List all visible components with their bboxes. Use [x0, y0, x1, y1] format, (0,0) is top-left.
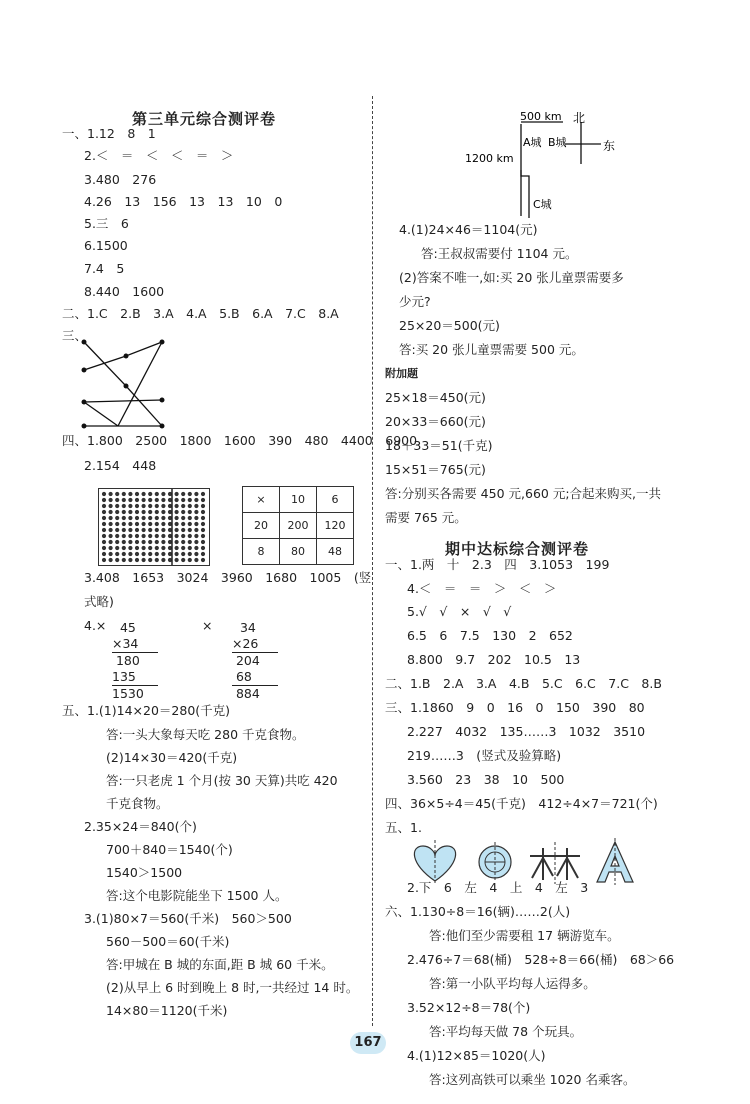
- answer-line: 答:平均每天做 78 个玩具。: [429, 1024, 583, 1039]
- grid-dot: [188, 516, 192, 520]
- multiplication-row: 34: [232, 620, 256, 635]
- grid-dot: [109, 522, 113, 526]
- grid-dot: [175, 558, 179, 562]
- grid-dot: [109, 558, 113, 562]
- grid-dot: [194, 534, 198, 538]
- grid-dot: [102, 492, 106, 496]
- table-cell: 20: [243, 513, 280, 539]
- answer-line: 14×80＝1120(千米): [106, 1003, 228, 1018]
- answer-line: 8.440 1600: [84, 284, 165, 299]
- circle-figure: [479, 842, 511, 882]
- grid-dot: [109, 498, 113, 502]
- grid-dot: [161, 552, 165, 556]
- multiplication-row: ×26: [232, 636, 278, 653]
- grid-dot: [161, 510, 165, 514]
- grid-dot: [201, 528, 205, 532]
- grid-dot: [201, 540, 205, 544]
- grid-dot: [102, 558, 106, 562]
- grid-dot: [201, 498, 205, 502]
- grid-dot: [115, 540, 119, 544]
- left-section-title: 第三单元综合测评卷: [132, 110, 277, 128]
- grid-dot: [128, 558, 132, 562]
- grid-dot: [155, 540, 159, 544]
- answer-line: 四、36×5÷4＝45(千克) 412÷4×7＝721(个): [385, 796, 658, 811]
- grid-dot: [115, 498, 119, 502]
- grid-dot: [109, 492, 113, 496]
- grid-dot: [115, 546, 119, 550]
- grid-dot: [175, 534, 179, 538]
- vertical-multiplication-a: [112, 620, 158, 702]
- grid-dot: [142, 558, 146, 562]
- grid-dot: [128, 552, 132, 556]
- answer-line: 需要 765 元。: [385, 510, 467, 525]
- answer-line: 3.560 23 38 10 500: [407, 772, 565, 787]
- grid-dot: [194, 522, 198, 526]
- grid-dot: [122, 552, 126, 556]
- answer-line: 2.476÷7＝68(桶) 528÷8＝66(桶) 68＞66: [407, 952, 675, 967]
- grid-dot: [194, 498, 198, 502]
- grid-dot: [135, 504, 139, 508]
- grid-dot: [194, 540, 198, 544]
- grid-dot: [161, 540, 165, 544]
- grid-dot: [155, 516, 159, 520]
- grid-dot: [175, 540, 179, 544]
- grid-dot: [115, 528, 119, 532]
- grid-dot: [148, 546, 152, 550]
- grid-dot: [128, 546, 132, 550]
- grid-dot: [175, 528, 179, 532]
- letter-a-figure: [597, 838, 633, 885]
- answer-line: 4.26 13 156 13 13 10 0: [84, 194, 283, 209]
- grid-dot: [135, 546, 139, 550]
- answer-line: 3.480 276: [84, 172, 157, 187]
- grid-dot: [155, 552, 159, 556]
- grid-dot: [161, 528, 165, 532]
- grid-dot: [175, 492, 179, 496]
- symmetric-figures: [405, 836, 645, 886]
- answer-line: 4.(1)24×46＝1104(元): [399, 222, 538, 237]
- answer-line: (2)答案不唯一,如:买 20 张儿童票需要多: [399, 270, 624, 285]
- grid-dot: [135, 540, 139, 544]
- table-cell: 10: [280, 487, 317, 513]
- grid-dot: [102, 510, 106, 514]
- grid-dot: [201, 522, 205, 526]
- answer-line: 7.4 5: [84, 261, 125, 276]
- grid-dot: [102, 534, 106, 538]
- answer-line: 五、1.: [385, 820, 422, 835]
- grid-dot: [148, 528, 152, 532]
- answer-line: 答:一只老虎 1 个月(按 30 天算)共吃 420: [106, 773, 338, 788]
- answer-line: 五、1.(1)14×20＝280(千克): [62, 703, 231, 718]
- table-cell: 80: [280, 539, 317, 565]
- grid-dot: [188, 534, 192, 538]
- answer-line: 一、1.两 十 2.3 四 3.1053 199: [385, 557, 610, 572]
- grid-dot: [135, 516, 139, 520]
- grid-dot: [175, 546, 179, 550]
- grid-dot: [142, 516, 146, 520]
- answer-line: 6.1500: [84, 238, 128, 253]
- answer-line: 2.＜ ＝ ＜ ＜ ＝ ＞: [84, 148, 234, 163]
- grid-dot: [142, 546, 146, 550]
- answer-line: 千克食物。: [106, 796, 169, 811]
- grid-dot: [128, 528, 132, 532]
- answer-line: (2)14×30＝420(千克): [106, 750, 238, 765]
- grid-dot: [161, 558, 165, 562]
- grid-dot: [161, 498, 165, 502]
- grid-dot: [128, 516, 132, 520]
- answer-line: 1540＞1500: [106, 865, 183, 880]
- grid-dot: [181, 534, 185, 538]
- answer-line: 六、1.130÷8＝16(辆)……2(人): [385, 904, 571, 919]
- grid-dot: [161, 546, 165, 550]
- answer-line: 20×33＝660(元): [385, 414, 486, 429]
- answer-line: 答:他们至少需要租 17 辆游览车。: [429, 928, 620, 943]
- grid-dot: [161, 534, 165, 538]
- grid-dot: [122, 528, 126, 532]
- table-cell: 120: [317, 513, 354, 539]
- forest-character-figure: [530, 842, 580, 884]
- grid-dot: [102, 552, 106, 556]
- answer-line: 附加题: [385, 367, 418, 380]
- grid-dot: [201, 552, 205, 556]
- grid-dot: [148, 510, 152, 514]
- grid-dot: [148, 540, 152, 544]
- grid-dot: [122, 522, 126, 526]
- grid-dot: [148, 504, 152, 508]
- grid-dot: [194, 546, 198, 550]
- multiplication-table: [242, 486, 354, 565]
- map-distance-side: 1200 km: [465, 152, 514, 165]
- grid-dot: [122, 510, 126, 514]
- grid-dot: [148, 534, 152, 538]
- grid-dot: [109, 528, 113, 532]
- answer-line: 三、: [62, 328, 88, 343]
- grid-dot: [128, 498, 132, 502]
- grid-dot: [175, 498, 179, 502]
- map-distance-top: 500 km: [520, 110, 562, 123]
- grid-dot: [128, 540, 132, 544]
- grid-dot: [142, 522, 146, 526]
- answer-line: 5.√ √ × √ √: [407, 604, 512, 619]
- map-city-b: B城: [548, 136, 567, 149]
- grid-dot: [109, 510, 113, 514]
- grid-dot: [181, 546, 185, 550]
- grid-dot: [201, 534, 205, 538]
- answer-line: 答:甲城在 B 城的东面,距 B 城 60 千米。: [106, 957, 334, 972]
- grid-dot: [175, 522, 179, 526]
- grid-dot: [115, 534, 119, 538]
- answer-line: 四、1.800 2500 1800 1600 390 480 4400 6900: [62, 433, 418, 448]
- answer-line: 二、1.B 2.A 3.A 4.B 5.C 6.C 7.C 8.B: [385, 676, 662, 691]
- answer-line: 6.5 6 7.5 130 2 652: [407, 628, 573, 643]
- grid-dot: [135, 492, 139, 496]
- grid-dot: [142, 504, 146, 508]
- answer-line: 4.×: [84, 618, 107, 633]
- grid-dot: [128, 522, 132, 526]
- grid-dot: [181, 552, 185, 556]
- matching-lines-diagram: [78, 334, 168, 434]
- grid-dot: [102, 546, 106, 550]
- grid-dot: [188, 522, 192, 526]
- answer-line: 3.52×12÷8＝78(个): [407, 1000, 531, 1015]
- map-north-label: 北: [573, 111, 586, 125]
- table-cell: 200: [280, 513, 317, 539]
- grid-dot: [188, 498, 192, 502]
- grid-dot: [109, 534, 113, 538]
- answer-line: 5.三 6: [84, 216, 129, 231]
- answer-line: 15×51＝765(元): [385, 462, 486, 477]
- grid-dot: [155, 522, 159, 526]
- grid-dot: [188, 540, 192, 544]
- column-divider: [372, 96, 373, 1026]
- answer-line: 答:第一小队平均每人运得多。: [429, 976, 596, 991]
- grid-dot: [122, 534, 126, 538]
- grid-dot: [161, 516, 165, 520]
- grid-dot: [122, 492, 126, 496]
- grid-dot: [122, 558, 126, 562]
- grid-dot: [188, 504, 192, 508]
- grid-dot: [188, 510, 192, 514]
- multiplication-row: ×34: [112, 636, 158, 653]
- grid-dot: [102, 540, 106, 544]
- answer-line: 3.408 1653 3024 3960 1680 1005 (竖: [84, 570, 372, 585]
- multiplication-row: 68: [232, 669, 278, 686]
- grid-dot: [181, 522, 185, 526]
- grid-dot: [175, 510, 179, 514]
- grid-dot: [194, 516, 198, 520]
- answer-line: 式略): [84, 594, 114, 609]
- grid-dot: [142, 540, 146, 544]
- grid-dot: [109, 516, 113, 520]
- grid-dot: [148, 492, 152, 496]
- grid-dot: [181, 498, 185, 502]
- table-cell: 6: [317, 487, 354, 513]
- grid-dot: [148, 552, 152, 556]
- route-map-diagram: [465, 106, 645, 226]
- grid-dot: [155, 510, 159, 514]
- grid-dot: [194, 492, 198, 496]
- grid-dot: [201, 492, 205, 496]
- table-cell: 8: [243, 539, 280, 565]
- multiplication-row: 204: [232, 653, 260, 668]
- grid-dot: [201, 546, 205, 550]
- multiplication-row: 180: [112, 653, 140, 668]
- grid-dot: [128, 510, 132, 514]
- dot-array: [99, 489, 209, 565]
- grid-dot: [135, 558, 139, 562]
- grid-dot: [148, 516, 152, 520]
- grid-dot: [155, 492, 159, 496]
- grid-dot: [122, 504, 126, 508]
- answer-line: 一、1.12 8 1: [62, 126, 156, 141]
- grid-dot: [155, 498, 159, 502]
- answer-line: 3.(1)80×7＝560(千米) 560＞500: [84, 911, 292, 926]
- grid-dot: [135, 552, 139, 556]
- grid-dot: [201, 504, 205, 508]
- grid-dot: [142, 552, 146, 556]
- grid-dot: [161, 522, 165, 526]
- grid-dot: [109, 552, 113, 556]
- answer-line: (2)从早上 6 时到晚上 8 时,一共经过 14 时。: [106, 980, 359, 995]
- answer-line: 答:一头大象每天吃 280 千克食物。: [106, 727, 305, 742]
- grid-dot: [122, 546, 126, 550]
- grid-dot: [181, 492, 185, 496]
- grid-dot: [128, 504, 132, 508]
- grid-dot: [115, 516, 119, 520]
- answer-line: 700＋840＝1540(个): [106, 842, 233, 857]
- grid-dot: [122, 498, 126, 502]
- answer-line: 答:王叔叔需要付 1104 元。: [421, 246, 578, 261]
- table-cell: 48: [317, 539, 354, 565]
- grid-dot: [155, 546, 159, 550]
- grid-dot: [194, 510, 198, 514]
- grid-dot: [181, 540, 185, 544]
- grid-dot: [148, 498, 152, 502]
- answer-line: 18＋33＝51(千克): [385, 438, 493, 453]
- grid-dot: [122, 540, 126, 544]
- dot-array-grid: [98, 488, 210, 566]
- grid-dot: [128, 492, 132, 496]
- page-number: 167: [350, 1032, 386, 1054]
- answer-line: 三、1.1860 9 0 16 0 150 390 80: [385, 700, 645, 715]
- table-cell: ×: [243, 487, 280, 513]
- answer-line: 4.＜ ＝ ＝ ＞ ＜ ＞: [407, 581, 557, 596]
- map-city-c: C城: [533, 198, 552, 211]
- grid-dot: [102, 528, 106, 532]
- vertical-multiplication-b: [232, 620, 278, 702]
- grid-dot: [175, 516, 179, 520]
- grid-dot: [102, 504, 106, 508]
- grid-dot: [175, 504, 179, 508]
- answer-line: 二、1.C 2.B 3.A 4.A 5.B 6.A 7.C 8.A: [62, 306, 339, 321]
- answer-line: 2.35×24＝840(个): [84, 819, 197, 834]
- grid-dot: [188, 558, 192, 562]
- grid-dot: [115, 510, 119, 514]
- answer-line: 2.227 4032 135……3 1032 3510: [407, 724, 646, 739]
- grid-dot: [188, 552, 192, 556]
- grid-dot: [201, 516, 205, 520]
- grid-dot: [109, 504, 113, 508]
- multiplication-row: 1530: [112, 686, 144, 701]
- grid-dot: [188, 492, 192, 496]
- grid-dot: [181, 510, 185, 514]
- answer-line: 25×18＝450(元): [385, 390, 486, 405]
- right-section-title: 期中达标综合测评卷: [445, 540, 590, 558]
- grid-dot: [135, 528, 139, 532]
- grid-dot: [161, 504, 165, 508]
- answer-line: 25×20＝500(元): [399, 318, 500, 333]
- answer-line: 答:这个电影院能坐下 1500 人。: [106, 888, 288, 903]
- grid-dot: [135, 522, 139, 526]
- grid-dot: [194, 558, 198, 562]
- grid-dot: [128, 534, 132, 538]
- grid-dot: [155, 534, 159, 538]
- grid-dot: [155, 558, 159, 562]
- grid-dot: [102, 516, 106, 520]
- multiplication-row: 135: [112, 669, 158, 686]
- grid-dot: [194, 528, 198, 532]
- answer-line: 答:这列高铁可以乘坐 1020 名乘客。: [429, 1072, 636, 1087]
- map-east-label: 东: [603, 139, 616, 153]
- grid-dot: [109, 546, 113, 550]
- grid-dot: [188, 546, 192, 550]
- answer-line: ×: [202, 618, 213, 633]
- grid-dot: [175, 552, 179, 556]
- grid-dot: [122, 516, 126, 520]
- grid-dot: [161, 492, 165, 496]
- grid-dot: [142, 510, 146, 514]
- grid-dot: [194, 504, 198, 508]
- answer-line: 2.下 6 左 4 上 4 左 3: [407, 880, 589, 895]
- grid-dot: [135, 498, 139, 502]
- grid-dot: [109, 540, 113, 544]
- grid-dot: [142, 534, 146, 538]
- grid-dot: [194, 552, 198, 556]
- answer-line: 8.800 9.7 202 10.5 13: [407, 652, 581, 667]
- grid-dot: [115, 504, 119, 508]
- grid-dot: [148, 522, 152, 526]
- grid-dot: [115, 492, 119, 496]
- answer-line: 少元?: [399, 294, 431, 309]
- grid-dot: [148, 558, 152, 562]
- grid-dot: [115, 558, 119, 562]
- grid-dot: [102, 522, 106, 526]
- grid-dot: [181, 558, 185, 562]
- grid-dot: [142, 528, 146, 532]
- grid-dot: [155, 504, 159, 508]
- map-city-a: A城: [523, 136, 542, 149]
- answer-line: 2.154 448: [84, 458, 157, 473]
- answer-line: 219……3 (竖式及验算略): [407, 748, 562, 763]
- grid-dot: [115, 522, 119, 526]
- grid-dot: [201, 558, 205, 562]
- grid-dot: [115, 552, 119, 556]
- answer-line: 答:买 20 张儿童票需要 500 元。: [399, 342, 584, 357]
- grid-dot: [181, 516, 185, 520]
- grid-dot: [188, 528, 192, 532]
- heart-figure: [414, 840, 455, 884]
- grid-dot: [135, 510, 139, 514]
- multiplication-row: 884: [232, 686, 260, 701]
- grid-dot: [135, 534, 139, 538]
- grid-dot: [155, 528, 159, 532]
- multiplication-row: 45: [112, 620, 136, 635]
- answer-line: 4.(1)12×85＝1020(人): [407, 1048, 546, 1063]
- grid-dot: [142, 498, 146, 502]
- grid-dot: [181, 504, 185, 508]
- grid-dot: [181, 528, 185, 532]
- grid-dot: [201, 510, 205, 514]
- answer-line: 560－500＝60(千米): [106, 934, 230, 949]
- grid-dot: [142, 492, 146, 496]
- answer-line: 答:分别买各需要 450 元,660 元;合起来购买,一共: [385, 486, 662, 501]
- grid-dot: [102, 498, 106, 502]
